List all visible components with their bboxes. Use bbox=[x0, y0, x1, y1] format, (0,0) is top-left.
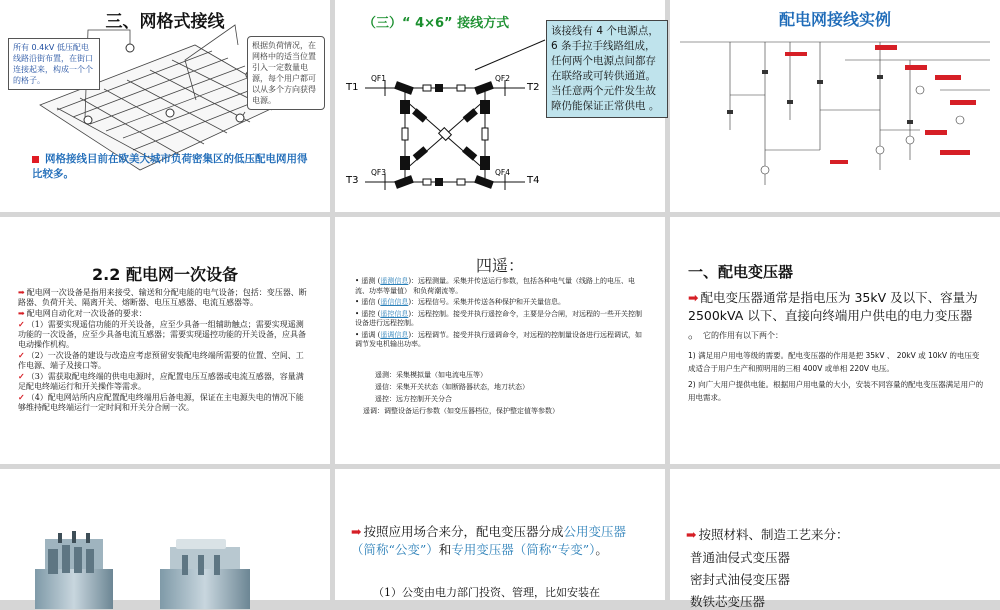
callout-left: 所有 0.4kV 低压配电线路沿街布置，在街口连接起来，构成一个个的格子。 bbox=[8, 38, 100, 90]
list-item: ➡ 配电网一次设备是指用来接受、输送和分配电能的电气设备；包括：变压器、断路器、负荷开关、隔离开关、熔断器、电压互感器、电流互感器等。 bbox=[18, 287, 307, 307]
usage-next: （1）公变由电力部门投资、管理，比如安装在 bbox=[373, 586, 600, 599]
link-teleadjust[interactable]: 遥调信息 bbox=[380, 330, 409, 339]
material-lead: ➡ 按照材料、制造工艺来分： bbox=[686, 527, 849, 542]
label-t1: T1 bbox=[346, 82, 359, 93]
slide-grid-wiring[interactable] bbox=[0, 0, 330, 212]
list-item: ➡ 配电网自动化对一次设备的要求： bbox=[18, 308, 147, 318]
slide-title: 2.2 配电网一次设备 bbox=[92, 265, 238, 284]
label-t3: T3 bbox=[346, 175, 359, 186]
arrow-icon: ➡ bbox=[351, 524, 362, 539]
grid-note: 网格接线目前在欧美大城市负荷密集区的低压配电网用得比较多。 bbox=[32, 153, 308, 180]
slide-four-remotes[interactable] bbox=[335, 217, 665, 464]
callout-4x6: 该接线有 4 个电源点，6 条手拉手线路组成，任何两个电源点间都存在联络或可转供通道。当任意两个元件发生故障仍能保证正常供电 。 bbox=[546, 20, 668, 118]
slide-title: 一、配电变压器 bbox=[688, 263, 794, 281]
remotes-summary: 遥测：采集模拟量（如电流电压等） 遥信：采集开关状态（如断路器状态，地刀状态） 遥控：远方控制开关分合 遥调：调整设备运行参数（如变压器档位，保护整定值等参数） bbox=[363, 371, 559, 415]
material-item: 密封式油侵变压器 bbox=[690, 572, 791, 587]
label-t4: T4 bbox=[527, 175, 540, 186]
link-telemetry[interactable]: 遥测信息 bbox=[380, 277, 409, 285]
wiring-schematic bbox=[670, 0, 1000, 212]
list-item: ✓ （4）配电网站所内应配置配电终端用后备电源，保证在主电源失电的情况下能够维持配电终端运行一定时间和开关分合闸一次。 bbox=[18, 392, 304, 412]
slide-title: 三、网格式接线 bbox=[105, 12, 225, 32]
list-item: ✓ （1）需要实现遥信功能的开关设备，应至少具备一组辅助触点；需要实现遥测功能的一次设备，应至少具备电流互感器；需要实现遥控功能的开关设备，应具备电动操作机构。 bbox=[18, 319, 306, 349]
transformer-photo bbox=[0, 469, 330, 600]
arrow-icon: ✓ bbox=[18, 319, 25, 329]
list-item: • 遥控 (遥控信息)：远程控制。接受并执行遥控命令，主要是分合闸，对远程的一些开关控制设备进行远程控制。 bbox=[355, 309, 643, 327]
arrow-icon: ✓ bbox=[18, 350, 25, 360]
list-item: ✓ （2）一次设备的建设与改造应考虑预留安装配电终端所需要的位置、空间、工作电源、端子及接口等。 bbox=[18, 350, 304, 370]
label-qf2: QF2 bbox=[495, 74, 510, 83]
arrow-icon: ➡ bbox=[18, 308, 25, 318]
link-telesignal[interactable]: 遥信信息 bbox=[380, 298, 409, 306]
transformer-lead: ➡ 配电变压器通常是指电压为 35kV 及以下、容量为 2500kVA 以下、直接向终端用户供电的电力变压器 。 它的作用有以下两个： bbox=[688, 290, 978, 341]
slide-4x6-wiring[interactable] bbox=[335, 0, 665, 212]
slide-title: （三）“ 4×6” 接线方式 bbox=[363, 16, 510, 31]
material-item: 数铁芯变压器 bbox=[690, 594, 766, 609]
usage-text: ➡ 按照应用场合来分，配电变压器分成公用变压器（简称“公变”）和专用变压器（简称“专变”）。 bbox=[351, 524, 627, 557]
list-item: • 遥测 (遥测信息)：远程测量。采集并传送运行参数，包括各种电气量（线路上的电压、电流、功率等量值） 和负荷潮流等。 bbox=[355, 277, 636, 295]
slide-title: 四遥： bbox=[475, 256, 524, 275]
arrow-icon: ➡ bbox=[688, 290, 699, 305]
list-item: • 遥调 (遥调信息)：远程调节。接受并执行遥调命令，对远程的控制量设备进行远程调试，如调节发电机输出功率。 bbox=[355, 330, 643, 348]
slide-wiring-example[interactable] bbox=[670, 0, 1000, 212]
label-t2: T2 bbox=[527, 82, 540, 93]
label-qf1: QF1 bbox=[371, 74, 386, 83]
arrow-icon: ✓ bbox=[18, 371, 25, 381]
callout-right: 根据负荷情况，在网格中的适当位置引入一定数量电源，每个用户都可以从多个方向获得电源。 bbox=[247, 36, 325, 110]
list-item: ✓ （3）需获取配电终端的供电电源时，应配置电压互感器或电流互感器，容量满足配电终端运行和开关操作等需求。 bbox=[18, 371, 304, 391]
list-item: • 遥信 (遥信信息)：远程信号。采集并传送各种保护和开关量信息。 bbox=[355, 298, 566, 306]
slide-primary-equipment[interactable] bbox=[0, 217, 330, 464]
link-telecontrol[interactable]: 遥控信息 bbox=[380, 309, 409, 318]
slide-transformer-material[interactable] bbox=[670, 469, 1000, 609]
transformer-points: 1) 满足用户用电等级的需要。配电变压器的作用是把 35kV 、 20kV 或 10kV 的电压变成适合于用户生产和照明用的三相 400V 或单相 220V 电压。 2) 向广大用户提供电能。根据用户用电量的大小，安装不同容量的配电变压器满足用户的用电需求。 bbox=[688, 351, 984, 402]
label-qf4: QF4 bbox=[495, 168, 510, 177]
remotes-list bbox=[355, 277, 645, 352]
equipment-list bbox=[18, 287, 308, 413]
slide-transformer-photos[interactable] bbox=[0, 469, 330, 600]
slide-distribution-transformer[interactable] bbox=[670, 217, 1000, 464]
arrow-icon: ➡ bbox=[686, 527, 697, 542]
slide-transformer-usage[interactable] bbox=[335, 469, 665, 600]
slide-title: 配电网接线实例 bbox=[778, 10, 891, 29]
bullet-icon bbox=[32, 156, 39, 163]
arrow-icon: ➡ bbox=[18, 287, 25, 297]
label-qf3: QF3 bbox=[371, 168, 386, 177]
arrow-icon: ✓ bbox=[18, 392, 25, 402]
material-item: 普通油侵式变压器 bbox=[690, 550, 791, 565]
